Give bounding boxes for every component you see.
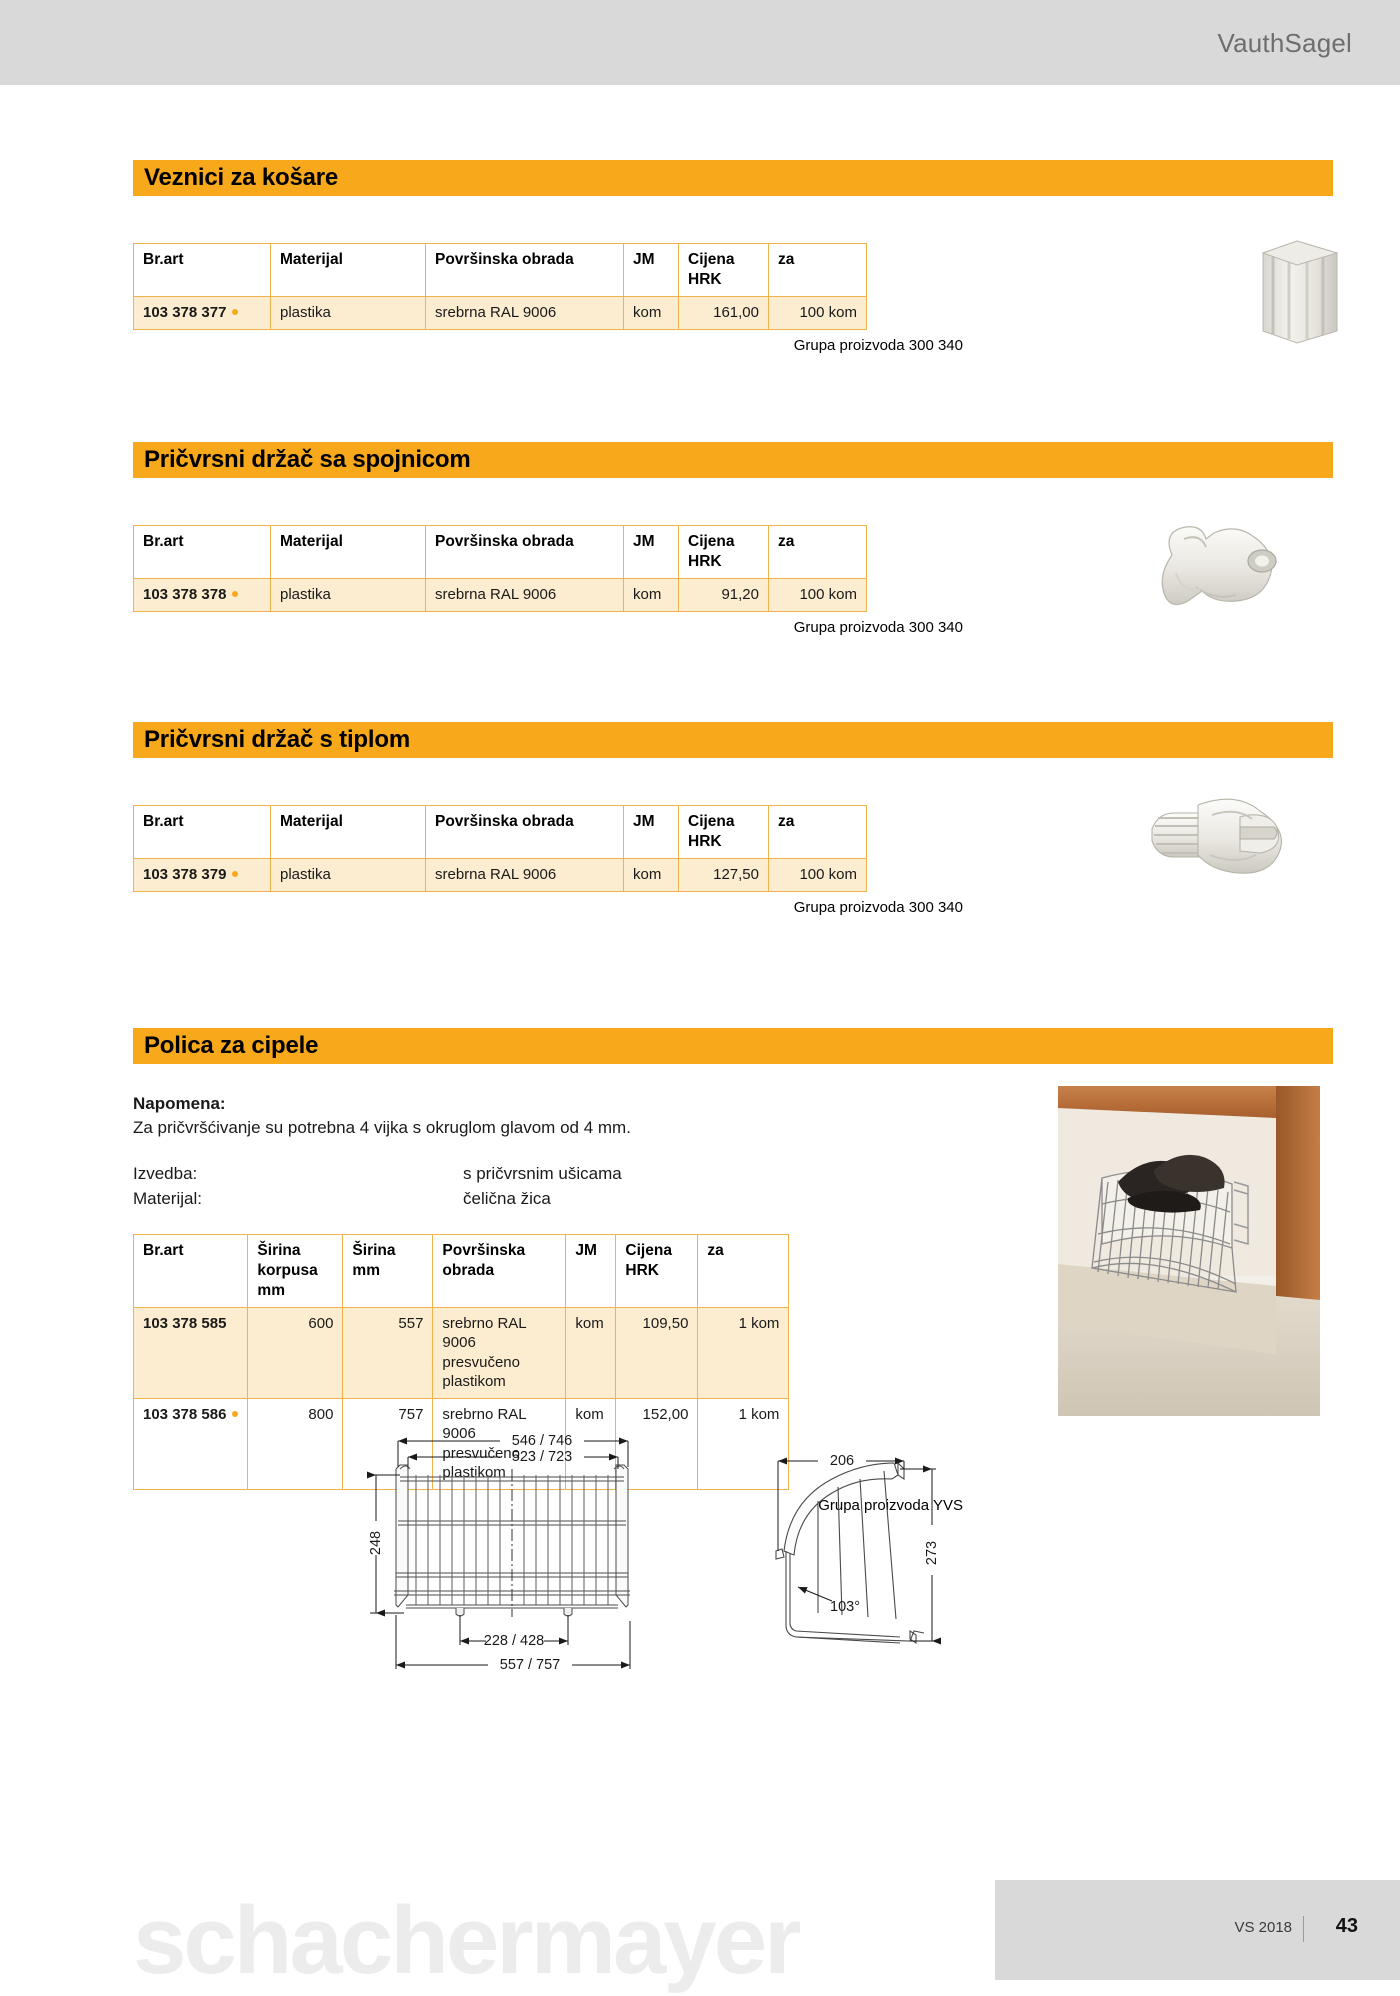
cell-korpus-width: 600 bbox=[248, 1307, 343, 1398]
col-header-materijal: Materijal bbox=[271, 806, 426, 859]
spec-label: Izvedba: bbox=[133, 1164, 198, 1184]
product-photo-drzac-spojnica bbox=[1150, 515, 1320, 630]
col-header-brart: Br.art bbox=[134, 1234, 248, 1307]
section-header-bar bbox=[133, 442, 1333, 478]
product-photo-drzac-tipla bbox=[1140, 785, 1315, 895]
technical-drawing bbox=[360, 1425, 1000, 1700]
cell-material: plastika bbox=[271, 297, 426, 330]
table-row[interactable] bbox=[134, 859, 867, 892]
cell-price: 161,00 bbox=[679, 297, 769, 330]
col-header-brart: Br.art bbox=[134, 806, 271, 859]
col-header-cijena: Cijena HRK bbox=[679, 526, 769, 579]
footer-catalog-code: VS 2018 bbox=[1234, 1919, 1292, 1936]
section-header-bar bbox=[133, 1028, 1333, 1064]
cell-price: 109,50 bbox=[616, 1307, 698, 1398]
cell-width: 757 bbox=[343, 1398, 433, 1489]
footer-divider bbox=[1303, 1916, 1304, 1942]
section-header-bar bbox=[133, 160, 1333, 196]
table-row[interactable] bbox=[134, 579, 867, 612]
table-row[interactable] bbox=[134, 297, 867, 330]
cell-jm: kom bbox=[566, 1307, 616, 1398]
dim-side-height: 273 bbox=[924, 1540, 940, 1566]
spec-label: Materijal: bbox=[133, 1188, 202, 1208]
col-header-brart: Br.art bbox=[134, 244, 271, 297]
table-header-row bbox=[134, 1234, 789, 1307]
marker-dot-icon bbox=[232, 309, 238, 315]
table-header-row bbox=[134, 526, 867, 579]
col-header-povrsinska-obrada: Površinska obrada bbox=[426, 244, 624, 297]
cell-za: 100 kom bbox=[769, 297, 867, 330]
col-header-cijena: Cijena HRK bbox=[616, 1234, 698, 1307]
marker-dot-icon bbox=[232, 871, 238, 877]
price-table-drzac-spojnica bbox=[133, 525, 867, 612]
cell-surface: srebrna RAL 9006 bbox=[426, 297, 624, 330]
col-header-brart: Br.art bbox=[134, 526, 271, 579]
col-header-sirina-korpusa: Širina korpusa mm bbox=[248, 1234, 343, 1307]
footer-logo-schachermayer: schachermayer bbox=[133, 1887, 799, 1994]
cell-surface: srebrna RAL 9006 bbox=[426, 579, 624, 612]
price-table-veznici bbox=[133, 243, 867, 330]
product-group-note: Grupa proizvoda 300 340 bbox=[793, 336, 963, 354]
cell-jm: kom bbox=[624, 859, 679, 892]
dim-side-angle: 103° bbox=[830, 1599, 860, 1615]
cell-surface: srebrno RAL 9006 presvučeno plastikom bbox=[433, 1398, 566, 1489]
cell-surface: srebrna RAL 9006 bbox=[426, 859, 624, 892]
product-photo-veznici bbox=[1245, 235, 1355, 360]
spec-value: s pričvrsnim ušicama bbox=[463, 1164, 622, 1184]
cell-article-number: 103 378 377 bbox=[134, 297, 271, 330]
page-header bbox=[0, 0, 1400, 85]
table-row[interactable] bbox=[134, 1307, 789, 1398]
col-header-jm: JM bbox=[624, 526, 679, 579]
section-veznici-za-kosare bbox=[0, 160, 1400, 354]
col-header-jm: JM bbox=[624, 806, 679, 859]
col-header-povrsinska-obrada: Površinska obrada bbox=[433, 1234, 566, 1307]
section-title: Veznici za košare bbox=[144, 164, 339, 191]
product-group-note: Grupa proizvoda YVS bbox=[818, 1496, 963, 1514]
col-header-materijal: Materijal bbox=[271, 244, 426, 297]
cell-jm: kom bbox=[624, 579, 679, 612]
cell-jm: kom bbox=[624, 297, 679, 330]
cell-article-number: 103 378 379 bbox=[134, 859, 271, 892]
col-header-za: za bbox=[769, 526, 867, 579]
spec-value: čelična žica bbox=[463, 1188, 551, 1208]
cell-article-number: 103 378 378 bbox=[134, 579, 271, 612]
price-table-drzac-tipla bbox=[133, 805, 867, 892]
col-header-za: za bbox=[769, 806, 867, 859]
table-header-row bbox=[134, 806, 867, 859]
section-title: Pričvrsni držač s tiplom bbox=[144, 726, 410, 753]
cell-material: plastika bbox=[271, 579, 426, 612]
col-header-jm: JM bbox=[624, 244, 679, 297]
col-header-sirina: Širina mm bbox=[343, 1234, 433, 1307]
cell-za: 1 kom bbox=[698, 1398, 789, 1489]
cell-price: 127,50 bbox=[679, 859, 769, 892]
section-title: Pričvrsni držač sa spojnicom bbox=[144, 446, 471, 473]
col-header-za: za bbox=[769, 244, 867, 297]
cell-price: 152,00 bbox=[616, 1398, 698, 1489]
dim-front-total-top: 546 / 746 bbox=[511, 1433, 573, 1449]
col-header-cijena: Cijena HRK bbox=[679, 244, 769, 297]
col-header-jm: JM bbox=[566, 1234, 616, 1307]
cell-width: 557 bbox=[343, 1307, 433, 1398]
marker-dot-icon bbox=[232, 591, 238, 597]
section-header-bar bbox=[133, 722, 1333, 758]
cell-korpus-width: 800 bbox=[248, 1398, 343, 1489]
note-text: Za pričvršćivanje su potrebna 4 vijka s okruglom glavom od 4 mm. bbox=[133, 1118, 631, 1138]
dim-front-bottom: 557 / 757 bbox=[499, 1657, 561, 1673]
cell-jm: kom bbox=[566, 1398, 616, 1489]
cell-za: 100 kom bbox=[769, 859, 867, 892]
cell-za: 1 kom bbox=[698, 1307, 789, 1398]
dim-front-feet: 228 / 428 bbox=[483, 1633, 545, 1649]
cell-article-number: 103 378 586 bbox=[134, 1398, 248, 1489]
footer-page-number: 43 bbox=[1335, 1915, 1358, 1937]
table-header-row bbox=[134, 244, 867, 297]
application-photo-shoe-shelf bbox=[1058, 1086, 1320, 1421]
dim-side-width: 206 bbox=[829, 1453, 855, 1469]
dim-front-height: 248 bbox=[368, 1530, 384, 1556]
col-header-povrsinska-obrada: Površinska obrada bbox=[426, 806, 624, 859]
section-title: Polica za cipele bbox=[144, 1032, 319, 1059]
product-group-note: Grupa proizvoda 300 340 bbox=[793, 618, 963, 636]
cell-article-number: 103 378 585 bbox=[134, 1307, 248, 1398]
dim-front-inner-top: 523 / 723 bbox=[511, 1449, 573, 1465]
cell-surface: srebrno RAL 9006 presvučeno plastikom bbox=[433, 1307, 566, 1398]
note-label: Napomena: bbox=[133, 1094, 226, 1113]
product-group-note: Grupa proizvoda 300 340 bbox=[793, 898, 963, 916]
col-header-za: za bbox=[698, 1234, 789, 1307]
col-header-povrsinska-obrada: Površinska obrada bbox=[426, 526, 624, 579]
col-header-cijena: Cijena HRK bbox=[679, 806, 769, 859]
cell-material: plastika bbox=[271, 859, 426, 892]
cell-za: 100 kom bbox=[769, 579, 867, 612]
cell-price: 91,20 bbox=[679, 579, 769, 612]
col-header-materijal: Materijal bbox=[271, 526, 426, 579]
marker-dot-icon bbox=[232, 1411, 238, 1417]
brand-logo-vauthsagel: VauthSagel bbox=[1217, 28, 1352, 58]
